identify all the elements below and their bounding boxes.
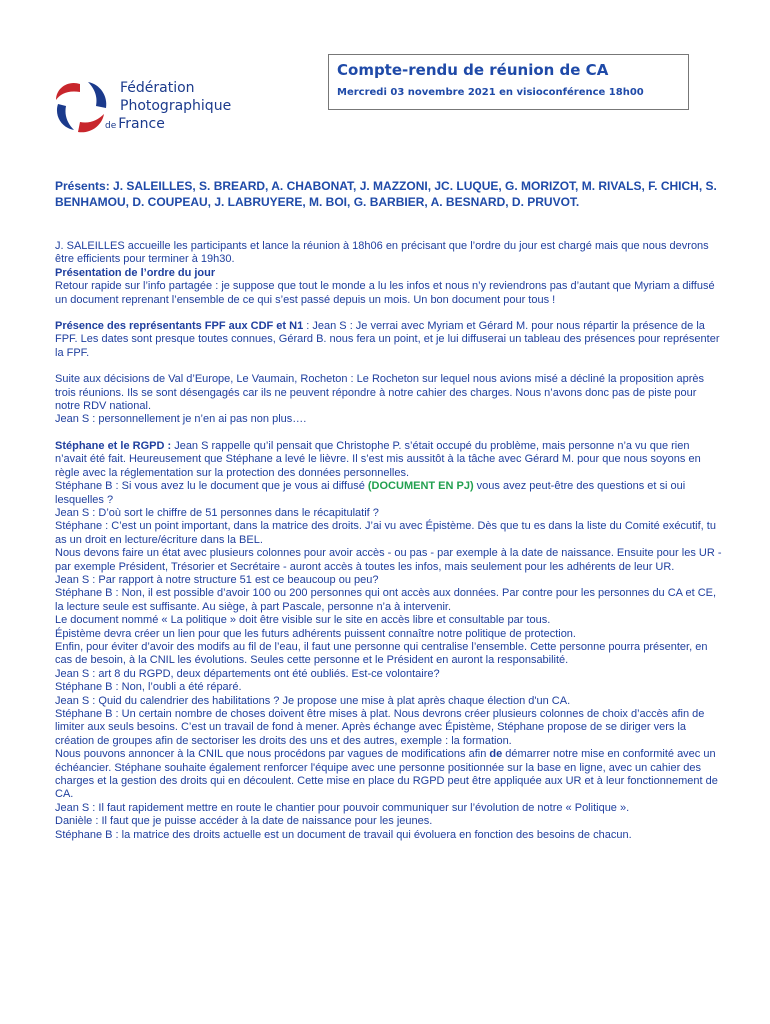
attendees-list: Présents: J. SALEILLES, S. BREARD, A. CHABONAT, J. MAZZONI, JC. LUQUE, G. MORIZOT, M. RIVALS, F. CHICH, S. BENHAMOU, D. COUPEAU, J. LABRUYERE, M. BOI, G. BARBIER, A. BESNARD, D. PRUVOT. [55,179,717,209]
logo-line-2: Photographique [120,98,232,114]
paragraph-document-question [55,480,723,507]
header-box [328,54,689,110]
p20-text-b: démarrer notre mise en conformité avec un échéancier. Stéphane souhaite également renforcer l'équipe avec une personne positionnée sur la base en ligne, avec un cahier des charges et la gestion des droits qui en découlent. Cette mise en place du RGPD peut être appliquée aux UR et à leur fonctionnement de CA. [55,748,718,801]
rgpd-text: Jean S rappelle qu’il pensait que Christophe P. s’était occupé du problème, mais personne n’a vu que rien n’avait été fait. Heureusement que Stéphane a levé le lièvre. Il s’est mis aussitôt à la tâche avec Gérard M. pour que nous soyons en règle avec la réglementation sur la protection des données personnelles. [55,439,701,479]
fpf-logo [50,76,250,136]
logo-line-1: Fédération [120,80,195,96]
paragraph-p15: Enfin, pour éviter d’avoir des modifs au fil de l’eau, il faut une personne qui centralise l’ensemble. Cette personne pourra présenter, en cas de besoin, à la CNIL les évolutions. Seules cette personne et le Président en auront la responsabilité. [55,640,708,667]
doc-question-a: Stéphane B : Si vous avez lu le document que je vous ai diffusé [55,480,368,493]
paragraph-p22: Danièle : Il faut que je puisse accéder à la date de naissance pour les jeunes. [55,815,433,828]
logo-line-3-small: de [105,121,117,131]
logo-line-3-main: France [118,116,165,132]
paragraph-p21: Jean S : Il faut rapidement mettre en route le chantier pour pouvoir communiquer sur l’évolution de notre « Politique ». [55,801,630,814]
minutes-body [55,240,723,842]
paragraph-p16: Jean S : art 8 du RGPD, deux départements ont été oubliés. Est-ce volontaire? [55,667,440,680]
paragraph-p9: Stéphane : C’est un point important, dans la matrice des droits. J’ai vu avec Épistème. Dès que tu es dans la liste du Comité exécutif, tu as un droit en lecture/écriture dans la BEL. [55,520,716,546]
logo-swirl-icon [50,76,112,136]
paragraph-venue: Suite aux décisions de Val d’Europe, Le Vaumain, Rocheton : Le Rocheton sur lequel nous avions misé a décliné la proposition après trois réunions. Ils se sont désengagés car ils ne peuvent répondre à notre cahier des charges. Nous n’avons donc pas de piste pour notre RDV national. [55,373,704,413]
paragraph-p12: Stéphane B : Non, il est possible d’avoir 100 ou 200 personnes qui ont accès aux données. Par contre pour les personnes du CA et CE, la lecture seule est suffisante. Au siège, à part Pascale, personne n’a à intervenir. [55,587,717,613]
paragraph-opening: J. SALEILLES accueille les participants et lance la réunion à 18h06 en précisant que l’ordre du jour est chargé mais que nous devrons être efficients pour terminer à 19h30. [55,240,709,266]
paragraph-jean-venue: Jean S : personnellement je n’en ai pas non plus…. [55,413,307,426]
paragraph-p17: Stéphane B : Non, l’oubli a été réparé. [55,681,242,694]
section-heading-representatives: Présence des représentants FPF aux CDF et N1 [55,320,304,333]
paragraph-p19: Stéphane B : Un certain nombre de choses doivent être mises à plat. Nous devrons créer plusieurs colonnes de choix d’accès afin de limiter aux seuls besoins. C’est un travail de fond à mener. Après échange avec Épistème, Stéphane propose de se diriger vers la création de groupes afin de sectoriser les droits des uns et des autres, exemple : la formation. [55,708,705,747]
paragraph-representatives [55,320,723,360]
paragraph-p10: Nous devons faire un état avec plusieurs colonnes pour avoir accès - ou pas - par exemple à la date de naissance. Ensuite pour les UR - par exemple Président, Trésorier et Secrétaire - auront accès à toutes les infos, mais seulement pour les adhérents de leur UR. [55,547,722,573]
section-heading-agenda: Présentation de l’ordre du jour [55,266,216,279]
paragraph-p8: Jean S : D’où sort le chiffre de 51 personnes dans le récapitulatif ? [55,506,379,519]
p20-text-a: Nous pouvons annoncer à la CNIL que nous procédons par vagues de modifications afin [55,748,490,761]
section-heading-rgpd: Stéphane et le RGPD : [55,439,172,452]
paragraph-p14: Épistème devra créer un lien pour que les futurs adhérents puissent connaître notre politique de protection. [55,627,576,640]
paragraph-agenda: Retour rapide sur l’info partagée : je suppose que tout le monde a lu les infos et nous n’y reviendrons pas d’autant que Myriam a diffusé un document reprenant l’ensemble de ce qui s’est passé depuis un mois. Un bon document pour tous ! [55,280,715,306]
document-subtitle: Mercredi 03 novembre 2021 en visioconférence 18h00 [337,87,644,98]
paragraph-p20 [55,748,723,802]
document-title: Compte-rendu de réunion de CA [337,61,609,79]
paragraph-p11: Jean S : Par rapport à notre structure 51 est ce beaucoup ou peu? [55,573,379,586]
document-attachment-note: (DOCUMENT EN PJ) [367,480,474,493]
logo-line-3 [105,116,165,132]
representatives-text: : Jean S : Je verrai avec Myriam et Gérard M. pour nous répartir la présence de la FPF. Les dates sont presque toutes connues, Gérard B. nous fera un point, et je lui diffuserai un tableau des présences pour représenter la FPF. [55,320,720,359]
p20-bold: de [489,748,503,761]
paragraph-p18: Jean S : Quid du calendrier des habilitations ? Je propose une mise à plat après chaque élection d'un CA. [55,694,571,707]
paragraph-p23: Stéphane B : la matrice des droits actuelle est un document de travail qui évoluera en fonction des besoins de chacun. [55,828,632,841]
paragraph-p13: Le document nommé « La politique » doit être visible sur le site en accès libre et consultable par tous. [55,614,551,627]
paragraph-rgpd [55,440,723,480]
doc-question-b: vous avez peut-être des questions et si oui lesquelles ? [55,480,686,506]
